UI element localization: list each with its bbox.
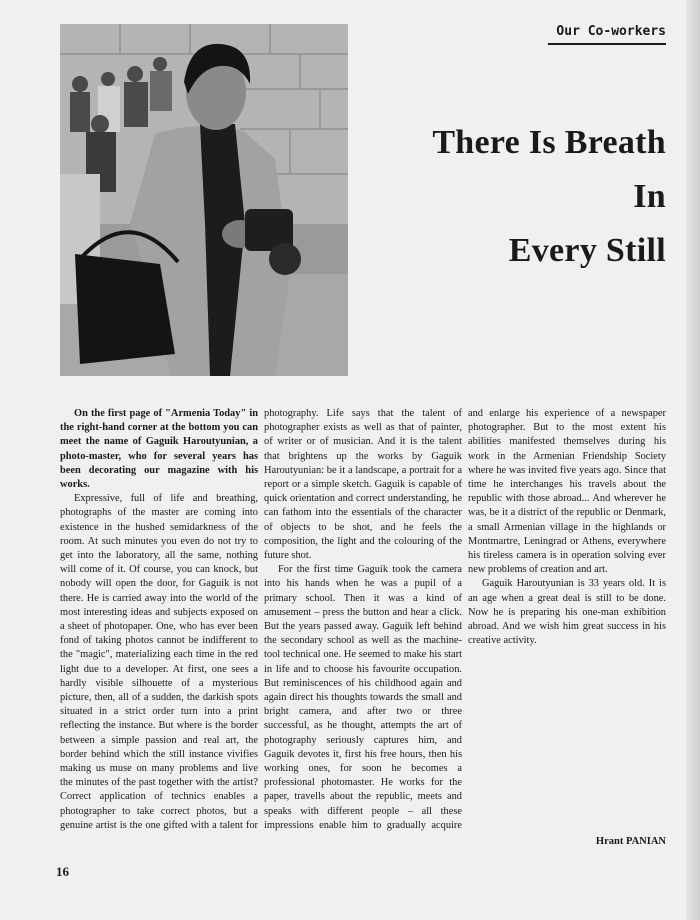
lead-paragraph: On the first page of "Armenia Today" in the right-hand corner at the bottom you can meet the name of Gaguik Haroutyunian, a photo-master, who for several years has been decorating our magazine with his works. — [60, 408, 258, 491]
body-paragraph: Expressive, full of life and breathing, photographs of the master are coming into existence in the hushed semidarkness of the room. At such minutes you even do not try to get into the laboratory, all the same, nothing will come of it. Of course, you can knock, but nobody will open the door, for Gaguik is not there. He is carried away into the world of the most interesting ideas and subjects exposed on a sheet of photopaper. One, who has ever been fond of taking photos cannot be indifferent to the "magic", materializing each time in the red light due to a developer. At first, one sees a hardly visible silhouette of a mysterious picture, then, all of a sudden, the darkish spots situated in a strict order turn into a print reflecting the instance. But where is the border between a simple passion and real art, the border behind which the still instance vivifies making us muse on many problems and live the minutes of the past together with the artist? Correct application of technics enables a photographer to take correct photos, but a genuine artist is the one gifted with a talent for photography. Life says that the talent of photographer exists as well as that of painter, of writer or of musician. And it is the talent that brightens up the works by Gaguik Haroutyunian: be it a landscape, a portrait for a report or a simple sketch. Gaguik is capable of quick orientation and correct understanding, he can fathom into the essentials of the character of objects to be shot, and he feels the composition, the light and the colouring of the future shot. — [60, 408, 462, 831]
headline-line-1: There Is Breath — [432, 124, 666, 161]
headline-line-3: Every Still — [508, 232, 666, 269]
page-number: 16 — [56, 864, 69, 879]
section-label: Our Co-workers — [548, 24, 666, 45]
headline-line-2: In — [633, 178, 666, 215]
photographer-portrait-photo — [60, 24, 348, 376]
page-edge — [686, 0, 700, 920]
body-paragraph: Gaguik Haroutyunian is 33 years old. It is an age when a great deal is still to be done. Now he is preparing his one-man exhibition abroad. And we wish him great success in his creative activity. — [468, 578, 666, 647]
article-headline — [366, 116, 666, 278]
body-paragraph: For the first time Gaguik took the camera into his hands when he was a pupil of a primary school. Then it was a kind of amusement – press the button and hear a click. But the years passed away. Gaguik left behind the secondary school as well as the machine-tool technical one. He seemed to make his start in life and to choose his favourite occupation. But reminiscences of his childhood again and again direct his thoughts towards the small and bright camera, and after two or three successful, as he thought, attempts the art of photography seriously captures him, and Gaguik devotes it, first his free hours, then his working ones, for soon he becomes a professional photomaster. He works for the paper, travells about the republic, meets and speaks with different people – all these impressions enable him to gradually acquire and enlarge his experience of a newspaper photographer. But to the most extent his abilities manifested themselves during his work in the Armenian Friendship Society where he was invited five years ago. Since that time he interchanges his travels about the republic with those abroad... And wherever he was, be it a district of the republic or Denmark, a small Armenian village in the highlands or Montmartre, Leningrad or Athens, everywhere his tireless camera is in operation solving ever new problems of creation and art. — [264, 408, 666, 831]
article-body — [60, 407, 666, 847]
author-signature: Hrant PANIAN — [595, 836, 666, 847]
